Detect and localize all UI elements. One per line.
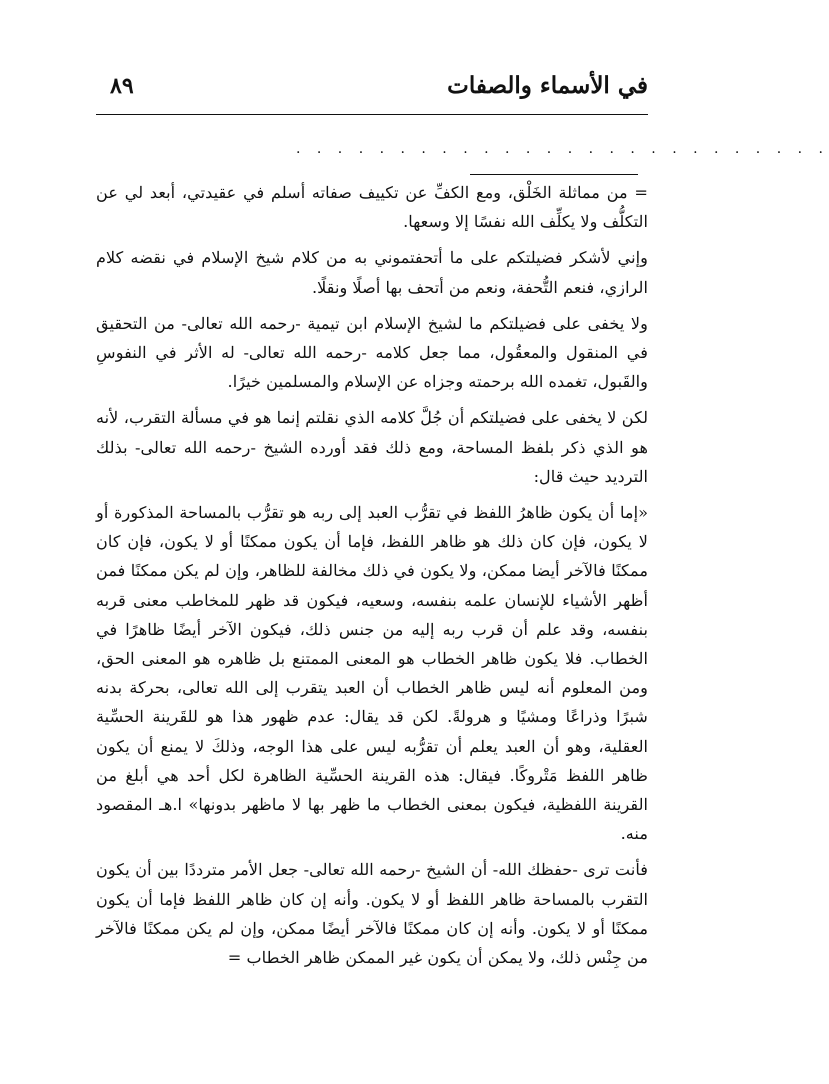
footnote-rule	[470, 174, 638, 175]
paragraph: فأنت ترى -حفظك الله- أن الشيخ -رحمه الله تعالى- جعل الأمر مترددًا بين أن يكون التقرب بالمساحة ظاهر اللفظ أو لا يكون. وأنه إن كان ظاهر اللفظ فإما أن يكون ممكنًا أو لا يكون. وأنه إن كان ممكنًا فالآخر أيضًا ممكن، وإن لم يكن ممكنًا فالآخر من جِنْس ذلك، ولا يمكن أن يكون غير الممكن ظاهر الخطاب =	[96, 860, 648, 968]
quoted-paragraph: «إما أن يكون ظاهرُ اللفظ في تقرُّب العبد إلى ربه هو تقرُّب بالمساحة المذكورة أو لا يكون، فإن كان ذلك هو ظاهر اللفظ، فإما أن يكون ممكنًا أو لا يكون، فإن كان ممكنًا فالآخر أيضا ممكن، ولا يكون في ذلك مخالفة للظاهر، وإن لم يكن ممكنًا فمن أظهر الأشياء للإنسان علمه بنفسه، وسعيه، فيكون قد ظهر للمخاطب معنى قربه بنفسه، وقد علم أن قرب ربه إليه من جنس ذلك، فيكون الآخر أيضًا ظاهرًا في الخطاب. فلا يكون ظاهر الخطاب هو المعنى الممتنع بل ظاهره هو المعنى الحق، ومن المعلوم أنه ليس ظاهر الخطاب أن العبد يتقرب إلى الله تعالى، بحركة بدنه شبرًا وذراعًا ومشيًا و هرولةً. لكن قد يقال: عدم ظهور هذا هو للقَرينة الحسِّية العقلية، وهو أن العبد يعلم أن تقرُّبه ليس على هذا الوجه، وذلكَ لا يمنع أن يكون ظاهر اللفظ مَتْروكًا. فيقال: هذه القرينة الحسِّية الظاهرة لكل أحد هي أبلغ من القرينة اللفظية، فيكون بمعنى الخطاب ما ظهر بها لا ماظهر بدونها» ا.هـ المقصود منه.	[96, 503, 648, 844]
paragraph: ولا يخفى على فضيلتكم ما لشيخ الإسلام ابن تيمية -رحمه الله تعالى- من التحقيق في المنقول والمعقُول، مما جعل كلامه -رحمه الله تعالى- له الأثر في النفوسِ والقَبول، تغمده الله برحمته وجزاه عن الإسلام والمسلمين خيرًا.	[96, 313, 648, 392]
paragraph: = من مماثلة الخَلْق، ومع الكفِّ عن تكييف صفاته أسلم في عقيدتي، أبعد لي عن التكلُّف ولا يكلِّف الله نفسًا إلا وسعها.	[96, 183, 648, 232]
paragraph: لكن لا يخفى على فضيلتكم أن جُلَّ كلامه الذي نقلتم إنما هو في مسألة التقرب، لأنه هو الذي ذكر بلفظ المساحة، ومع ذلك فقد أورده الشيخ -رحمه الله تعالى- بذلك الترديد حيث قال:	[96, 408, 648, 486]
footnote-separator-dots: . . . . . . . . . . . . . . . . . . . . . . . . . .	[296, 141, 829, 157]
page-body	[96, 178, 648, 979]
header-rule	[96, 114, 648, 115]
page-number: ٨٩	[110, 73, 134, 99]
page-header	[96, 64, 648, 108]
paragraph: وإني لأشكر فضيلتكم على ما أتحفتموني به من كلام شيخ الإسلام في نقضه كلام الرازي، فنعم التُّحفة، ونعم من أتحف بها أصلًا ونقلًا.	[96, 248, 648, 297]
running-title: في الأسماء والصفات	[447, 72, 648, 99]
